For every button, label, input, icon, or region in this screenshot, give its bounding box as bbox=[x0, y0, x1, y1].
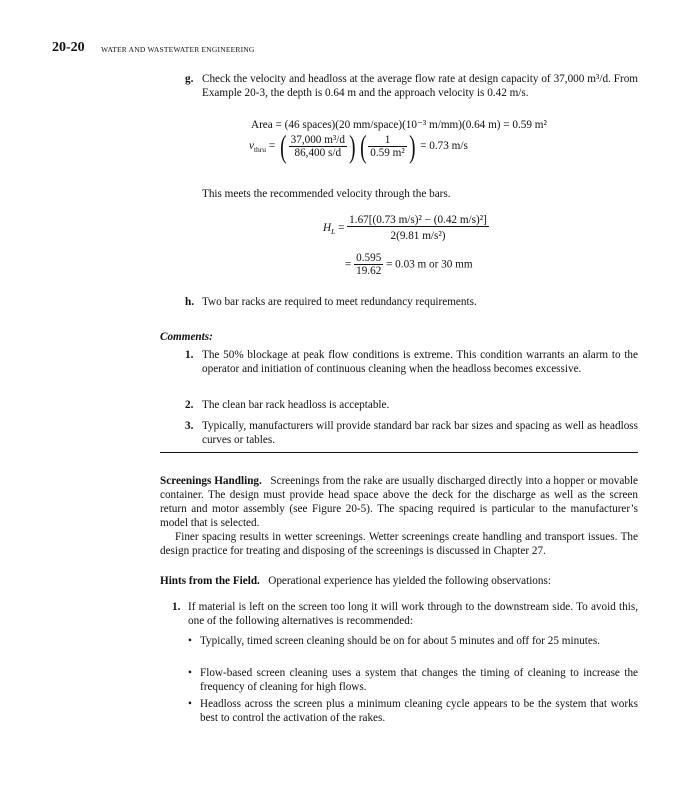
comment-1-num: 1. bbox=[185, 349, 194, 361]
headloss-equation: $H_L$ = $\frac{\text{1.67[(0.73 m/s)² − (0.42 m/s)²]}}{\text{2(9.81 m/s²)}}$ bbox=[323, 214, 487, 242]
comment-3-text: Typically, manufacturers will provide standard bar rack bar sizes and spacing as well as headloss curves or tables. bbox=[202, 420, 638, 446]
comment-3-num: 3. bbox=[185, 420, 194, 432]
velocity-fraction-2: $\frac{1}{\text{0.59 m²}}$ bbox=[370, 133, 405, 159]
hint-bullet-2: • Flow-based screen cleaning uses a system that changes the timing of cleaning to increase the frequency of cleaning for high flows. bbox=[188, 667, 638, 693]
step-g-label: g. bbox=[185, 73, 194, 85]
headloss-fraction-2: $\frac{0.595}{19.62}$ bbox=[356, 252, 382, 277]
area-equation: Area = (46 spaces)(20 mm/space)(10⁻³ m/mm)(0.64 m) = 0.59 m² bbox=[251, 119, 547, 131]
velocity-result: = 0.73 m/s bbox=[420, 140, 468, 152]
running-head: WATER AND WASTEWATER ENGINEERING bbox=[101, 45, 255, 54]
velocity-symbol: $v_{thru}$ bbox=[249, 140, 267, 155]
velocity-fraction-1: $\frac{\text{37,000 m³/d}}{86,400 s/d}$ bbox=[290, 133, 345, 159]
hints-intro: Hints from the Field. Operational experience has yielded the following observations: bbox=[160, 575, 551, 587]
comments-heading: Comments: bbox=[160, 331, 213, 343]
screenings-paragraph-1: Screenings Handling. Screenings from the rake are usually discharged directly into a hopper or movable container. The design must provide head space above the deck for the discharge as well as the screen return and motor assembly (see Figure 20-5). The spacing required is particular to the manufacturer’s model that is selected. bbox=[160, 475, 639, 529]
comment-2-text: The clean bar rack headloss is acceptable. bbox=[202, 399, 390, 411]
hint-1-text: If material is left on the screen too long it will work through to the downstream side. To avoid this, one of the following alternatives is recommended: bbox=[188, 601, 638, 627]
step-h-label: h. bbox=[185, 296, 195, 308]
comment-1-text: The 50% blockage at peak flow conditions is extreme. This condition warrants an alarm to the operator and initiation of continuous cleaning when the headloss becomes excessive. bbox=[202, 349, 638, 375]
step-g-text: Check the velocity and headloss at the average flow rate at design capacity of 37,000 m³/d. From Example 20-3, the depth is 0.64 m and the approach velocity is 0.42 m/s. bbox=[202, 73, 638, 99]
velocity-equation: $v_{thru}$ = ( $\frac{\text{37,000 m³/d}}{86,400 s/d}$ ) ( $\frac{1}{\text{0.59 m²}}$ ) = 0.73 m/s bbox=[249, 128, 468, 164]
step-h-text: Two bar racks are required to meet redundancy requirements. bbox=[202, 296, 477, 308]
headloss-result-equation: = $\frac{0.595}{19.62}$ = 0.03 m or 30 mm bbox=[345, 252, 473, 277]
screenings-heading: Screenings Handling. bbox=[160, 475, 262, 487]
screenings-paragraph-2: Finer spacing results in wetter screenings. Wetter screenings create handling and transport issues. The design practice for treating and disposing of the screenings is discussed in Chapter 27. bbox=[160, 531, 638, 557]
comment-2-num: 2. bbox=[185, 399, 194, 411]
hint-1-num: 1. bbox=[172, 601, 181, 613]
hints-heading: Hints from the Field. bbox=[160, 575, 260, 587]
page-number: 20-20 bbox=[52, 40, 85, 55]
hint-bullet-1: • Typically, timed screen cleaning should be on for about 5 minutes and off for 25 minutes. bbox=[188, 635, 601, 647]
hint-bullet-3: • Headloss across the screen plus a minimum cleaning cycle appears to be the system that works best to control the activation of the rakes. bbox=[188, 698, 638, 724]
headloss-fraction: $\frac{\text{1.67[(0.73 m/s)² − (0.42 m/s)²]}}{\text{2(9.81 m/s²)}}$ bbox=[349, 214, 487, 242]
section-divider bbox=[160, 452, 638, 453]
meets-text: This meets the recommended velocity through the bars. bbox=[202, 188, 451, 200]
